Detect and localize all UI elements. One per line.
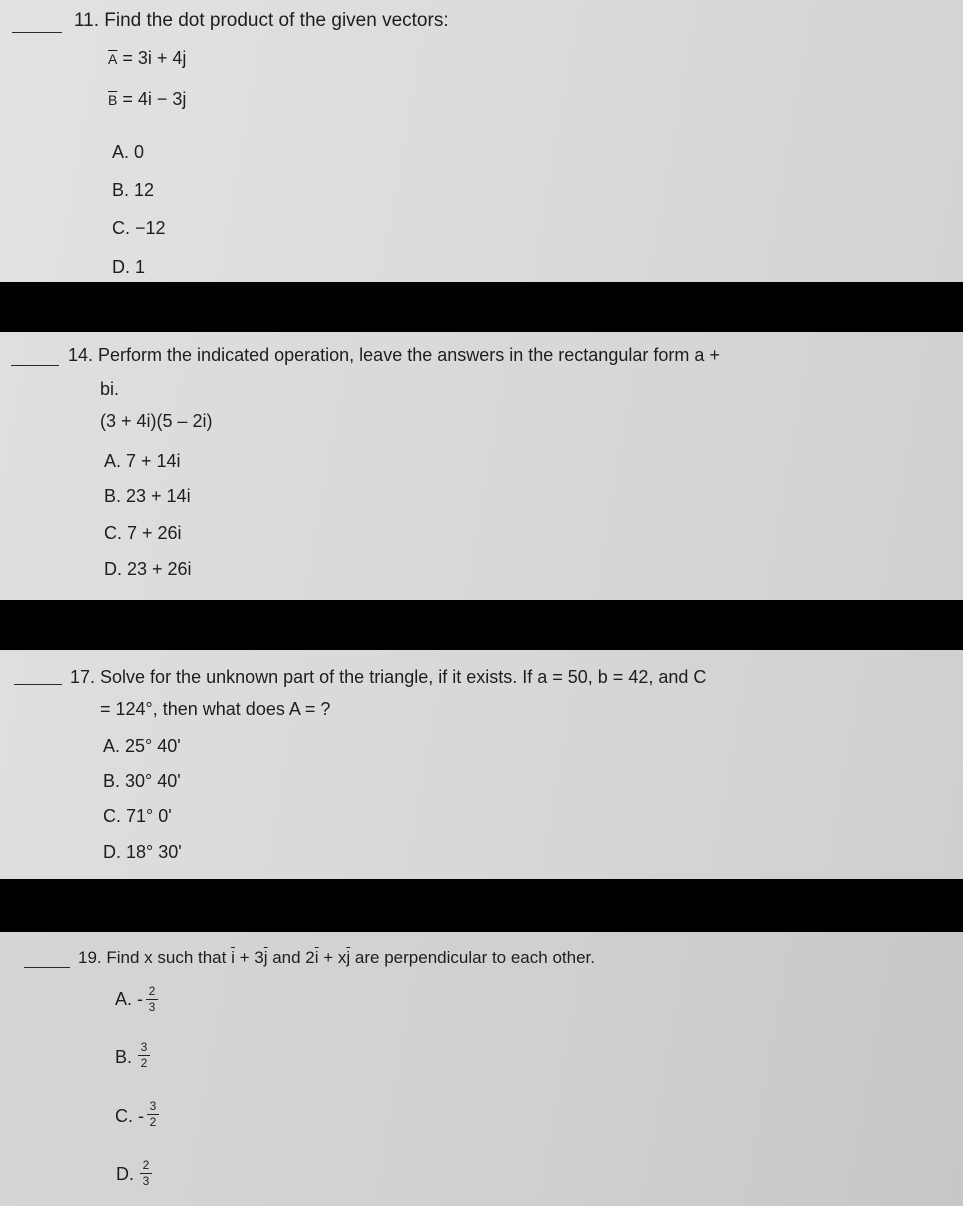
vector-2-j: $\overline{j}$ — [346, 948, 351, 967]
vector-a-definition — [108, 47, 186, 70]
fraction-numerator: 2 — [148, 984, 156, 998]
question-prompt: 11. Find the dot product of the given vectors: — [74, 10, 449, 31]
question-prompt-line-2: bi. — [100, 379, 120, 399]
choice-d[interactable]: D. 1 — [112, 257, 146, 277]
choice-d[interactable] — [116, 1163, 134, 1185]
choice-c[interactable]: C. 71° 0' — [103, 806, 172, 826]
choice-b[interactable] — [115, 1046, 132, 1068]
choice-c[interactable]: C. 7 + 26i — [104, 523, 182, 543]
vector-1-mid: + 3 — [234, 948, 264, 967]
choice-letter: B. — [115, 1047, 133, 1067]
vector-2-i: $\overline{i}$ — [314, 948, 319, 967]
question-expression: (3 + 4i)(5 – 2i) — [100, 411, 213, 431]
choice-sign: - — [138, 1106, 145, 1126]
answer-blank[interactable] — [14, 684, 62, 685]
question-17-panel — [0, 650, 963, 879]
answer-blank[interactable] — [11, 365, 59, 366]
fraction-numerator: 3 — [149, 1099, 157, 1113]
question-14-panel — [0, 332, 963, 600]
choice-a[interactable]: A. 25° 40' — [103, 736, 181, 756]
vector-b-definition — [108, 88, 186, 111]
choice-a[interactable] — [115, 988, 143, 1010]
vector-b-label: $\overline{B}$ — [108, 92, 118, 108]
fraction-numerator: 3 — [140, 1040, 148, 1054]
choice-letter: A. — [115, 989, 133, 1009]
answer-blank[interactable] — [12, 32, 62, 33]
choice-c-fraction — [147, 1100, 159, 1129]
prompt-start: 19. Find x such that — [78, 948, 232, 967]
question-prompt-line-1: 14. Perform the indicated operation, leave the answers in the rectangular form a + — [68, 345, 720, 365]
vector-2-mid: + x — [318, 948, 347, 967]
choice-d[interactable]: D. 18° 30' — [103, 842, 182, 862]
choice-d[interactable]: D. 23 + 26i — [104, 559, 192, 579]
choice-b[interactable]: B. 23 + 14i — [104, 486, 191, 506]
choice-a-fraction — [146, 985, 158, 1014]
prompt-end: are perpendicular to each other. — [350, 948, 595, 967]
and-text: and 2 — [267, 948, 315, 967]
choice-b[interactable]: B. 30° 40' — [103, 771, 181, 791]
choice-c[interactable] — [115, 1105, 144, 1127]
choice-d-fraction — [140, 1159, 152, 1188]
vector-1-j: $\overline{j}$ — [263, 948, 268, 967]
vector-a-label: $\overline{A}$ — [108, 51, 118, 67]
choice-letter: D. — [116, 1164, 134, 1184]
question-prompt-line-2: = 124°, then what does A = ? — [100, 699, 331, 719]
fraction-numerator: 2 — [142, 1158, 150, 1172]
question-19-panel — [0, 932, 963, 1206]
choice-c[interactable]: C. −12 — [112, 218, 166, 238]
choice-letter: C. — [115, 1106, 133, 1126]
choice-a[interactable]: A. 0 — [112, 142, 145, 162]
fraction-denominator: 3 — [148, 1000, 156, 1014]
vector-a-expression: = 3i + 4j — [122, 48, 187, 68]
fraction-denominator: 2 — [140, 1056, 148, 1070]
choice-b[interactable]: B. 12 — [112, 180, 155, 200]
vector-b-expression: = 4i − 3j — [122, 89, 187, 109]
question-prompt-line-1: 17. Solve for the unknown part of the triangle, if it exists. If a = 50, b = 42, and C — [70, 667, 707, 687]
fraction-denominator: 2 — [149, 1115, 157, 1129]
fraction-denominator: 3 — [142, 1174, 150, 1188]
question-prompt — [78, 947, 595, 969]
choice-a[interactable]: A. 7 + 14i — [104, 451, 181, 471]
question-11-panel — [0, 0, 963, 282]
choice-sign: - — [137, 989, 144, 1009]
choice-b-fraction — [138, 1041, 150, 1070]
answer-blank[interactable] — [24, 967, 70, 968]
vector-1-i: $\overline{i}$ — [231, 948, 235, 967]
